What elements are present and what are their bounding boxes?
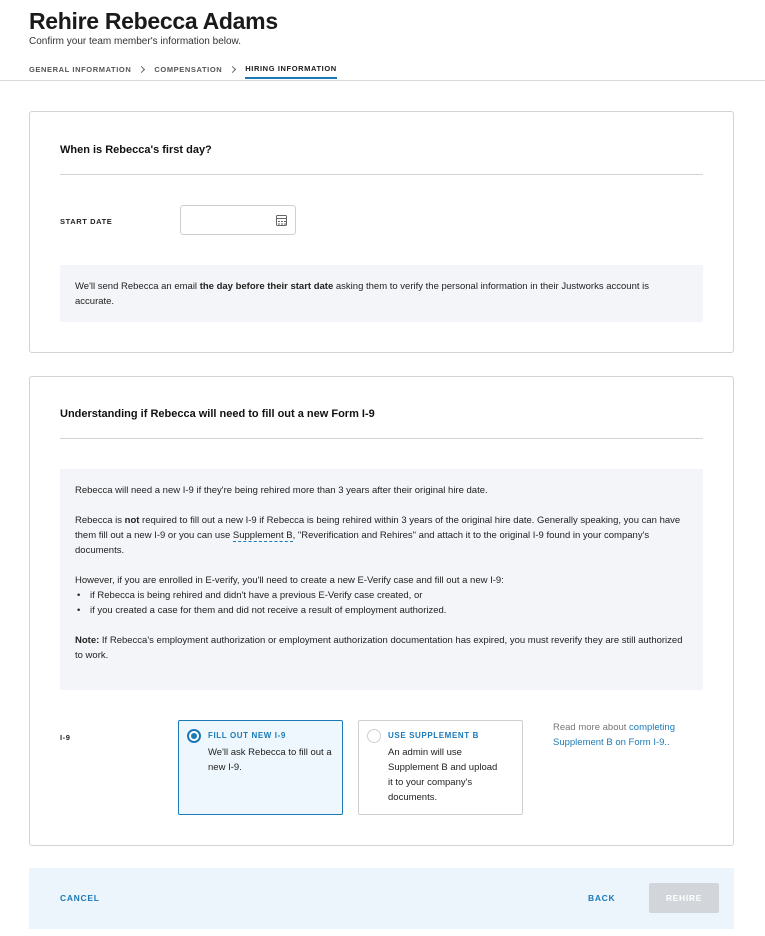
card-divider — [60, 438, 703, 439]
page-header — [29, 6, 278, 47]
email-notice-text: We'll send Rebecca an email — [75, 281, 200, 292]
i9-para-2-mid: required to fill out a new I-9 if Rebecca is being rehired within 3 years of the original hire date. Generally speaking, you can have them fill out a new I-9 or you can use — [75, 515, 681, 541]
read-more — [553, 720, 713, 750]
option-fill-out-new-i9[interactable] — [178, 720, 343, 815]
page-title: Rehire Rebecca Adams — [29, 8, 278, 34]
back-button[interactable]: BACK — [588, 893, 616, 903]
supplement-b-link[interactable]: Supplement B — [232, 530, 293, 541]
email-notice-text-end: asking them to verify the personal information in their Justworks account is accurate. — [75, 281, 650, 307]
action-footer — [29, 868, 734, 929]
option-description: We'll ask Rebecca to fill out a new I-9. — [208, 747, 332, 773]
first-day-card — [29, 111, 734, 353]
read-more-link[interactable]: completing Supplement B on Form I-9.. — [553, 722, 675, 748]
i9-para-2-end: , "Reverification and Rehires" and attach it to the original I-9 found in your company's documents. — [75, 530, 650, 556]
option-title: FILL OUT NEW I-9 — [208, 731, 286, 740]
card-divider — [60, 174, 703, 175]
option-description: An admin will use Supplement B and upload it to your company's documents. — [388, 747, 498, 803]
cancel-button[interactable]: CANCEL — [60, 893, 100, 903]
option-use-supplement-b[interactable] — [358, 720, 523, 815]
radio-unselected-icon[interactable] — [367, 729, 381, 743]
i9-title: Understanding if Rebecca will need to fill out a new Form I-9 — [60, 408, 375, 420]
i9-para-1: Rebecca will need a new I-9 if they're being rehired more than 3 years after their original hire date. — [75, 485, 488, 496]
calendar-icon[interactable] — [276, 215, 287, 226]
step-general-information[interactable]: GENERAL INFORMATION — [29, 65, 132, 74]
i9-para-2 — [75, 513, 688, 558]
rehire-button[interactable]: REHIRE — [649, 883, 719, 913]
page-subtitle: Confirm your team member's information below. — [29, 36, 241, 47]
email-notice — [60, 265, 703, 322]
step-breadcrumb — [29, 64, 337, 79]
i9-note — [75, 633, 688, 663]
i9-info-panel — [60, 469, 703, 690]
i9-para-3: However, if you are enrolled in E-verify, you'll need to create a new E-Verify case and fill out a new I-9: — [75, 575, 504, 586]
i9-para-2-bold: not — [124, 515, 140, 526]
i9-para-2-text: Rebecca is — [75, 515, 125, 526]
read-more-text: Read more about — [553, 722, 630, 733]
step-compensation[interactable]: COMPENSATION — [154, 65, 223, 74]
radio-selected-icon[interactable] — [187, 729, 201, 743]
i9-field-label: I-9 — [60, 733, 71, 742]
first-day-title: When is Rebecca's first day? — [60, 144, 212, 156]
start-date-input[interactable] — [180, 205, 296, 235]
chevron-right-icon — [229, 66, 236, 73]
i9-note-text: If Rebecca's employment authorization or employment authorization documentation has expired, you must reverify they are still authorized to work. — [75, 635, 683, 661]
list-item: • if you created a case for them and did not receive a result of employment authorized. — [75, 603, 688, 618]
start-date-label: START DATE — [60, 217, 113, 226]
option-title: USE SUPPLEMENT B — [388, 731, 479, 740]
chevron-right-icon — [138, 66, 145, 73]
header-divider — [0, 80, 765, 81]
step-hiring-information[interactable]: HIRING INFORMATION — [245, 64, 337, 79]
email-notice-bold: the day before their start date — [199, 281, 334, 292]
i9-note-label: Note: — [75, 635, 100, 646]
list-item: • if Rebecca is being rehired and didn't have a previous E-Verify case created, or — [75, 588, 688, 603]
everify-list — [75, 588, 688, 618]
i9-card — [29, 376, 734, 846]
